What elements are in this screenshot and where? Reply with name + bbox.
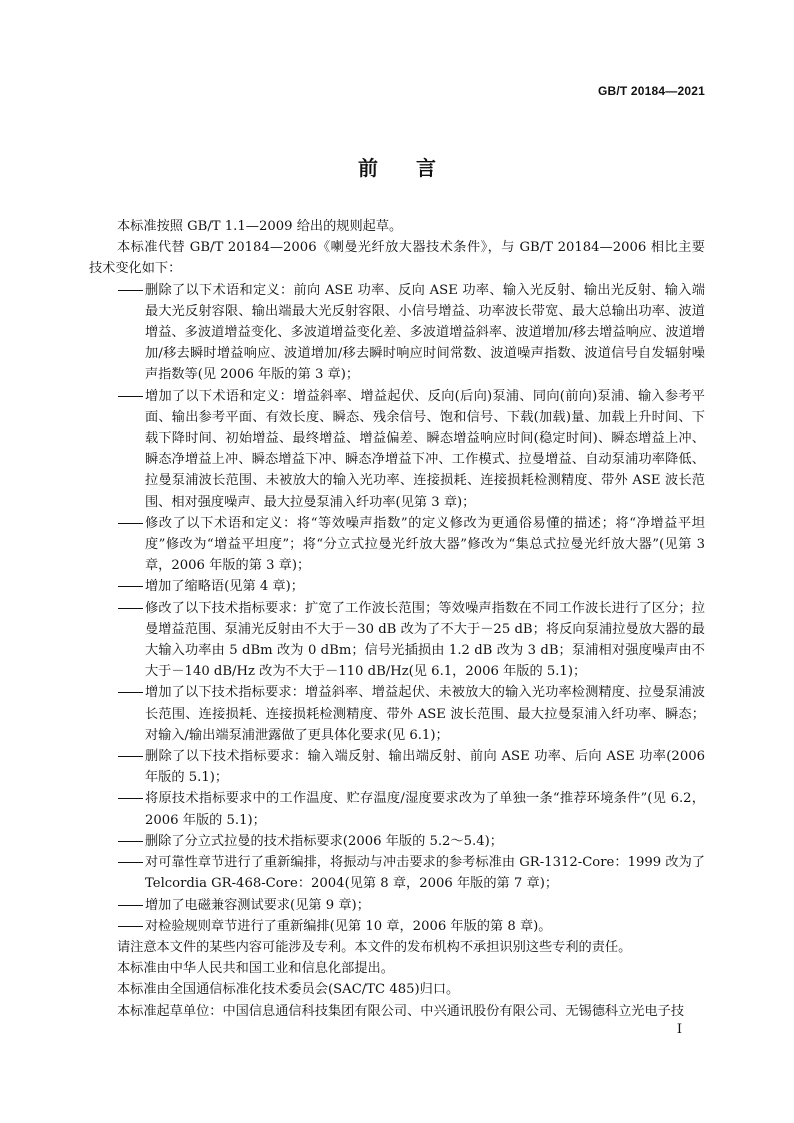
list-item	[89, 386, 705, 513]
paragraph: 本标准由中华人民共和国工业和信息化部提出。	[117, 961, 394, 977]
foreword-body	[89, 216, 705, 1022]
list-item	[89, 916, 705, 937]
list-item-text: 增加了以下术语和定义：增益斜率、增益起伏、反向(后向)泵浦、同向(前向)泵浦、输入参考平面、输出参考平面、有效长度、瞬态、残余信号、饱和信号、下载(加载)量、加载上升时间、下载下降时间、初始增益、最终增益、增益偏差、瞬态增益响应时间(稳定时间)、瞬态增益上冲、瞬态净增益上冲、瞬态增益下冲、瞬态净增益下冲、工作模式、拉曼增益、自动泵浦功率降低、拉曼泵浦波长范围、未被放大的输入光功率、连接损耗、连接损耗检测精度、带外 ASE 波长范围、相对强度噪声、最大拉曼泵浦入纤功率(见第 3 章)；	[145, 388, 705, 510]
paragraph: 本标准起草单位：中国信息通信科技集团有限公司、中兴通讯股份有限公司、无锡德科立光电子技	[117, 1003, 685, 1019]
paragraph: 本标准由全国通信标准化技术委员会(SAC/TC 485)归口。	[117, 982, 460, 998]
standard-number: GB/T 20184—2021	[597, 84, 705, 98]
list-item	[89, 513, 705, 577]
list-item	[89, 788, 705, 830]
list-item	[89, 895, 705, 916]
list-item-text: 将原技术指标要求中的工作温度、贮存温度/湿度要求改为了单独一条“推荐环境条件”(见 6.2，2006 年版的 5.1)；	[145, 791, 705, 828]
list-item-text: 删除了分立式拉曼的技术指标要求(2006 年版的 5.2～5.4)；	[145, 833, 503, 849]
paragraph: 本标准按照 GB/T 1.1—2009 给出的规则起草。	[117, 219, 403, 234]
list-item-text: 增加了以下技术指标要求：增益斜率、增益起伏、未被放大的输入光功率检测精度、拉曼泵浦波长范围、连接损耗、连接损耗检测精度、带外 ASE 波长范围、最大拉曼泵浦入纤功率、瞬态；对输入/输出端泵浦泄露做了更具体化要求(见 6.1)；	[145, 685, 705, 743]
list-item-text: 修改了以下术语和定义：将“等效噪声指数”的定义修改为更通俗易懂的描述；将“净增益平坦度”修改为“增益平坦度”；将“分立式拉曼光纤放大器”修改为“集总式拉曼光纤放大器”(见第 3 章，2006 年版的第 3 章)；	[145, 515, 705, 574]
page-number: I	[676, 1022, 682, 1037]
list-item	[89, 831, 705, 852]
list-item	[89, 746, 705, 788]
list-item-text: 对可靠性章节进行了重新编排，将振动与冲击要求的参考标准由 GR-1312-Core：1999 改为了 Telcordia GR-468-Core：2004(见第 8 章，2006 年版的第 7 章)；	[145, 855, 705, 892]
list-item	[89, 598, 705, 683]
list-item-text: 删除了以下技术指标要求：输入端反射、输出端反射、前向 ASE 功率、后向 ASE 功率(2006 年版的 5.1)；	[145, 749, 705, 786]
list-item	[89, 682, 705, 746]
list-item	[89, 280, 705, 386]
list-item-text: 对检验规则章节进行了重新编排(见第 10 章，2006 年版的第 8 章)。	[145, 918, 552, 934]
list-item	[89, 576, 705, 597]
list-item-text: 增加了缩略语(见第 4 章)；	[145, 579, 304, 595]
list-item	[89, 852, 705, 894]
list-item-text: 增加了电磁兼容测试要求(见第 9 章)；	[145, 897, 370, 913]
paragraph: 请注意本文件的某些内容可能涉及专利。本文件的发布机构不承担识别这些专利的责任。	[117, 939, 632, 955]
paragraph: 本标准代替 GB/T 20184—2006《喇曼光纤放大器技术条件》，与 GB/T 20184—2006 相比主要技术变化如下：	[89, 240, 705, 277]
list-item-text: 删除了以下术语和定义：前向 ASE 功率、反向 ASE 功率、输入光反射、输出光反射、输入端最大光反射容限、输出端最大光反射容限、小信号增益、功率波长带宽、最大总输出功率、波道增益、多波道增益变化、多波道增益变化差、多波道增益斜率、波道增加/移去增益响应、波道增加/移去瞬时增益响应、波道增加/移去瞬时响应时间常数、波道噪声指数、波道信号自发辐射噪声指数等(见 2006 年版的第 3 章)；	[145, 282, 705, 383]
page-title: 前言	[358, 156, 474, 180]
list-item-text: 修改了以下技术指标要求：扩宽了工作波长范围；等效噪声指数在不同工作波长进行了区分；拉曼增益范围、泵浦光反射由不大于－30 dB 改为了不大于－25 dB；将反向泵浦拉曼放大器的最大输入功率由 5 dBm 改为 0 dBm；信号光插损由 1.2 dB 改为 3 dB；泵浦相对强度噪声由不大于－140 dB/Hz 改为不大于－110 dB/Hz(见 6.1，2006 年版的 5.1)；	[145, 600, 705, 680]
